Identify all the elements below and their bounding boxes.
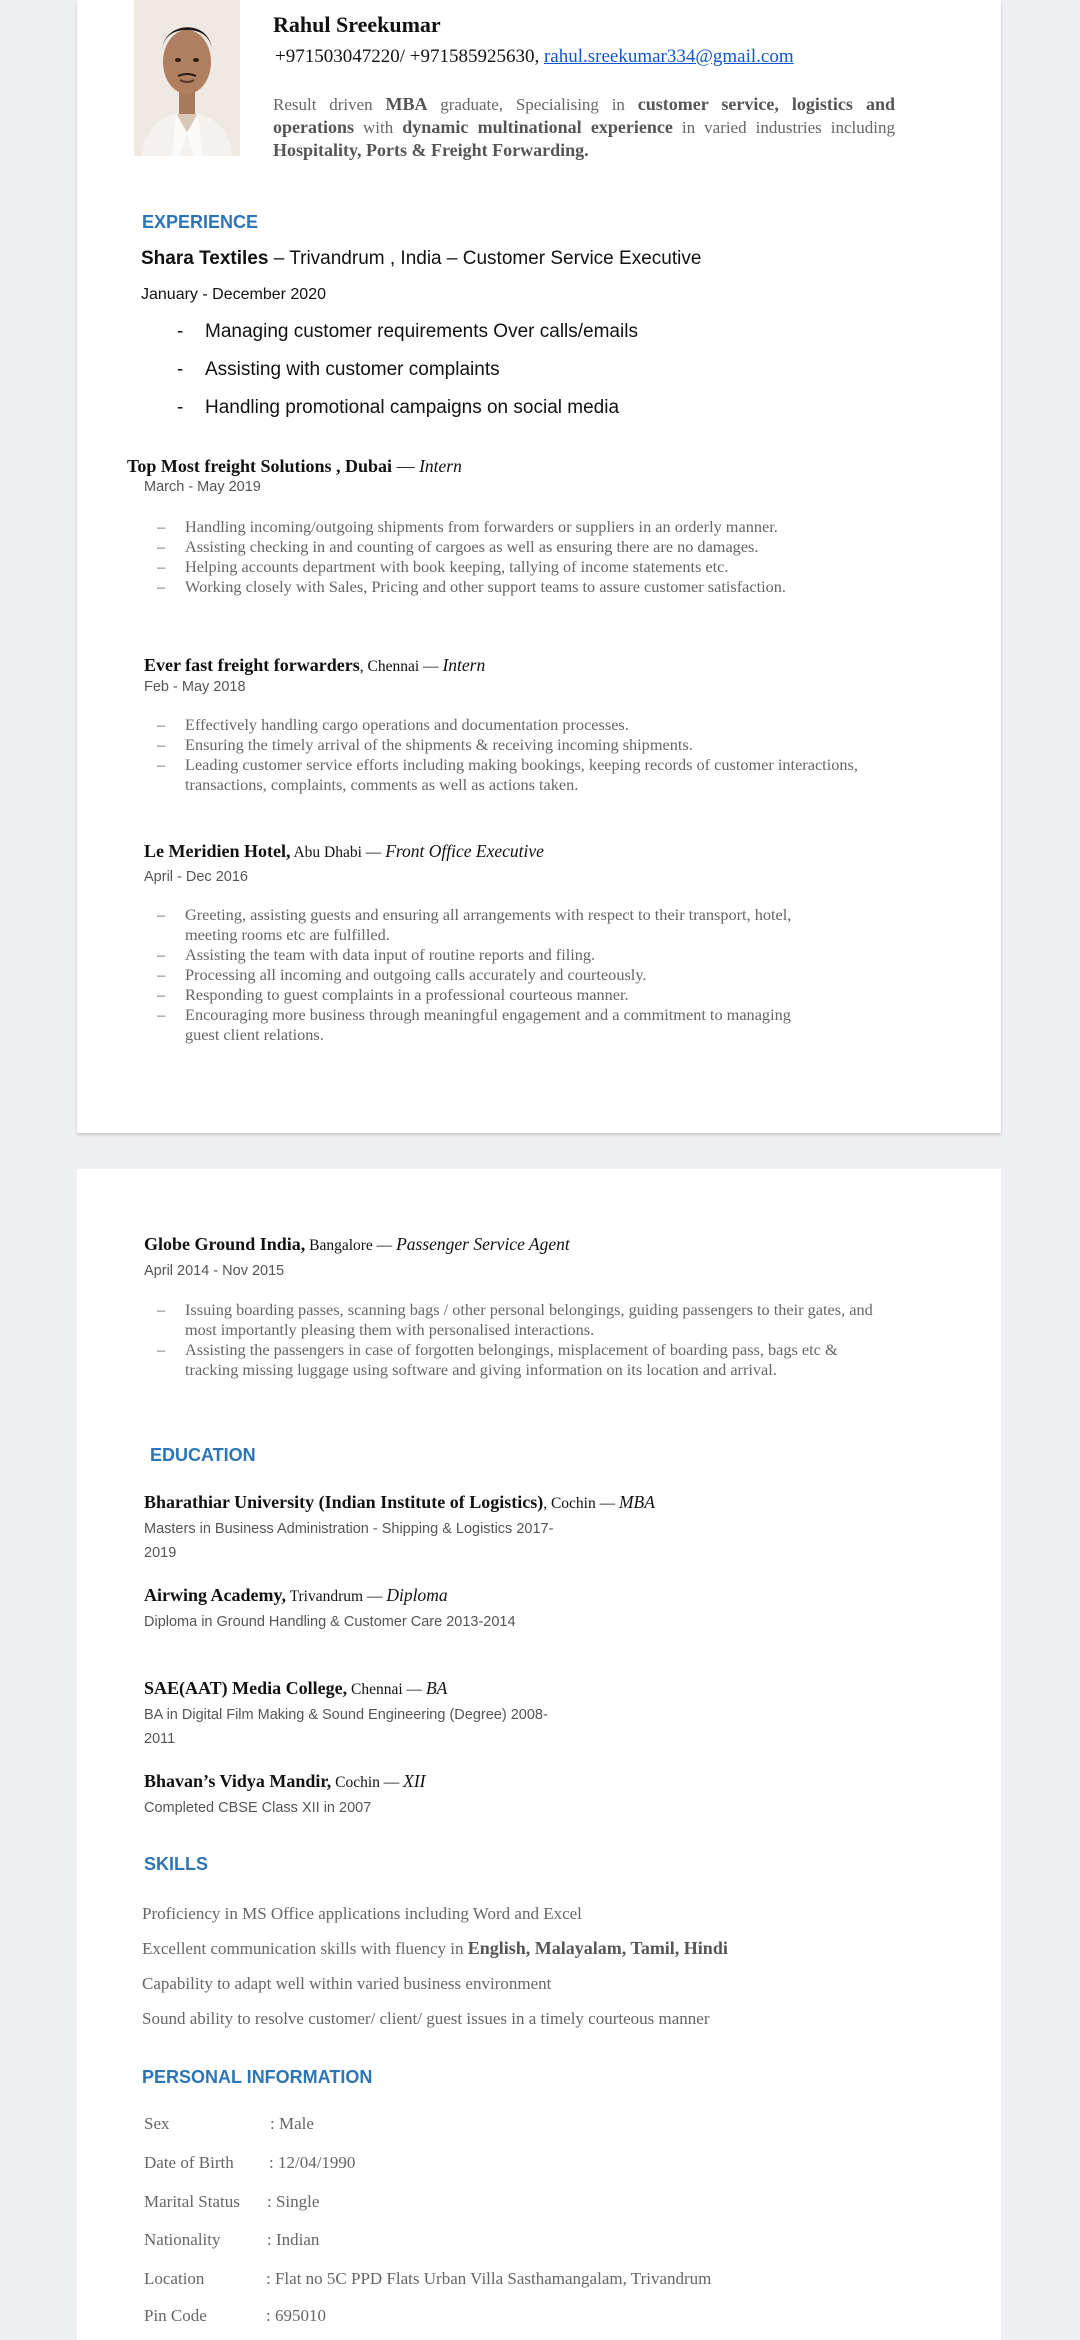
list-item: – Working closely with Sales, Pricing and other support teams to assure customer satisfaction.: [157, 577, 875, 597]
job-bullets-everfast: [157, 715, 875, 795]
list-item: - Assisting with customer complaints: [177, 358, 638, 396]
job-bullets-shara: [177, 320, 638, 434]
skill-item: Capability to adapt well within varied business environment: [142, 1974, 552, 1993]
resume-page-2: [77, 1169, 1001, 2340]
education-desc-2: BA in Digital Film Making & Sound Engineering (Degree) 2008-2011: [144, 1707, 548, 1747]
education-title-2: SAE(AAT) Media College, Chennai — BA: [144, 1678, 448, 1698]
job-bullets-topmost: [157, 517, 875, 597]
personal-label-nationality: Nationality: [144, 2230, 221, 2249]
education-desc-1: Diploma in Ground Handling & Customer Care 2013-2014: [144, 1614, 516, 1630]
list-item: – Ensuring the timely arrival of the shipments & receiving incoming shipments.: [157, 735, 875, 755]
list-item: – Encouraging more business through meaningful engagement and a commitment to managing guest client relations.: [157, 1005, 797, 1045]
education-title-1: Airwing Academy, Trivandrum — Diploma: [144, 1585, 448, 1605]
contact-line: [275, 46, 794, 68]
job-dates-shara: January - December 2020: [141, 286, 326, 303]
list-item: – Assisting the team with data input of routine reports and filing.: [157, 945, 797, 965]
list-item: – Issuing boarding passes, scanning bags / other personal belongings, guiding passengers to their gates, and most importantly pleasing them with personalised interactions.: [157, 1300, 875, 1340]
skill-item: Proficiency in MS Office applications including Word and Excel: [142, 1904, 582, 1923]
personal-label-pincode: Pin Code: [144, 2306, 207, 2325]
list-item: – Effectively handling cargo operations and documentation processes.: [157, 715, 875, 735]
job-bullets-globe: [157, 1300, 875, 1380]
skill-item: Sound ability to resolve customer/ client/ guest issues in a timely courteous manner: [142, 2009, 710, 2028]
professional-summary: Result driven MBA graduate, Specialising in customer service, logistics and operations with dynamic multinational experience in varied industries including Hospitality, Ports & Freight Forwarding.: [273, 94, 895, 160]
personal-label-marital: Marital Status: [144, 2192, 240, 2211]
list-item: – Assisting the passengers in case of forgotten belongings, misplacement of boarding pass, bags etc & tracking missing luggage using software and giving information on its location and arrival.: [157, 1340, 875, 1380]
list-item: - Handling promotional campaigns on social media: [177, 396, 638, 434]
job-bullets-meridien: [157, 905, 797, 1045]
education-desc-0: Masters in Business Administration - Shipping & Logistics 2017-2019: [144, 1521, 554, 1561]
personal-label-dob: Date of Birth: [144, 2153, 234, 2172]
phone-numbers: +971503047220/ +971585925630,: [275, 46, 540, 67]
education-title-3: Bhavan’s Vidya Mandir, Cochin — XII: [144, 1771, 426, 1791]
education-title-0: Bharathiar University (Indian Institute of Logistics), Cochin — MBA: [144, 1492, 655, 1512]
job-dates-globe: April 2014 - Nov 2015: [144, 1263, 285, 1279]
personal-value-pincode: : 695010: [266, 2306, 326, 2325]
personal-value-sex: : Male: [270, 2114, 314, 2133]
email-link[interactable]: rahul.sreekumar334@gmail.com: [543, 46, 794, 67]
job-dates-meridien: April - Dec 2016: [144, 869, 248, 885]
experience-heading: EXPERIENCE: [142, 212, 259, 232]
resume-page-1: [77, 0, 1001, 1133]
job-title-shara: Shara Textiles – Trivandrum , India – Customer Service Executive: [141, 248, 702, 269]
job-title-topmost: Top Most freight Solutions , Dubai — Intern: [127, 456, 462, 476]
list-item: – Responding to guest complaints in a professional courteous manner.: [157, 985, 797, 1005]
personal-label-location: Location: [144, 2269, 205, 2288]
education-desc-3: Completed CBSE Class XII in 2007: [144, 1800, 372, 1816]
candidate-name: Rahul Sreekumar: [273, 12, 441, 37]
skill-item: Excellent communication skills with fluency in English, Malayalam, Tamil, Hindi: [142, 1938, 728, 1958]
job-dates-topmost: March - May 2019: [144, 479, 261, 495]
skills-heading: SKILLS: [144, 1854, 209, 1874]
job-dates-everfast: Feb - May 2018: [144, 679, 246, 695]
personal-info-heading: PERSONAL INFORMATION: [142, 2067, 373, 2087]
list-item: – Greeting, assisting guests and ensuring all arrangements with respect to their transport, hotel, meeting rooms etc are fulfilled.: [157, 905, 797, 945]
list-item: – Assisting checking in and counting of cargoes as well as ensuring there are no damages.: [157, 537, 875, 557]
personal-value-marital: : Single: [267, 2192, 320, 2211]
list-item: - Managing customer requirements Over calls/emails: [177, 320, 638, 358]
list-item: – Leading customer service efforts including making bookings, keeping records of customer interactions, transactions, complaints, comments as well as actions taken.: [157, 755, 875, 795]
profile-photo: [134, 0, 240, 156]
personal-label-sex: Sex: [144, 2114, 170, 2133]
list-item: – Helping accounts department with book keeping, tallying of income statements etc.: [157, 557, 875, 577]
job-title-meridien: Le Meridien Hotel, Abu Dhabi — Front Office Executive: [144, 841, 544, 861]
list-item: – Processing all incoming and outgoing calls accurately and courteously.: [157, 965, 797, 985]
education-heading: EDUCATION: [150, 1445, 256, 1465]
personal-value-location: : Flat no 5C PPD Flats Urban Villa Sasthamangalam, Trivandrum: [266, 2269, 712, 2288]
personal-value-nationality: : Indian: [267, 2230, 320, 2249]
job-title-globe: Globe Ground India, Bangalore — Passenger Service Agent: [144, 1234, 570, 1254]
list-item: – Handling incoming/outgoing shipments from forwarders or suppliers in an orderly manner.: [157, 517, 875, 537]
personal-value-dob: : 12/04/1990: [269, 2153, 356, 2172]
job-title-everfast: Ever fast freight forwarders, Chennai — Intern: [144, 655, 486, 675]
